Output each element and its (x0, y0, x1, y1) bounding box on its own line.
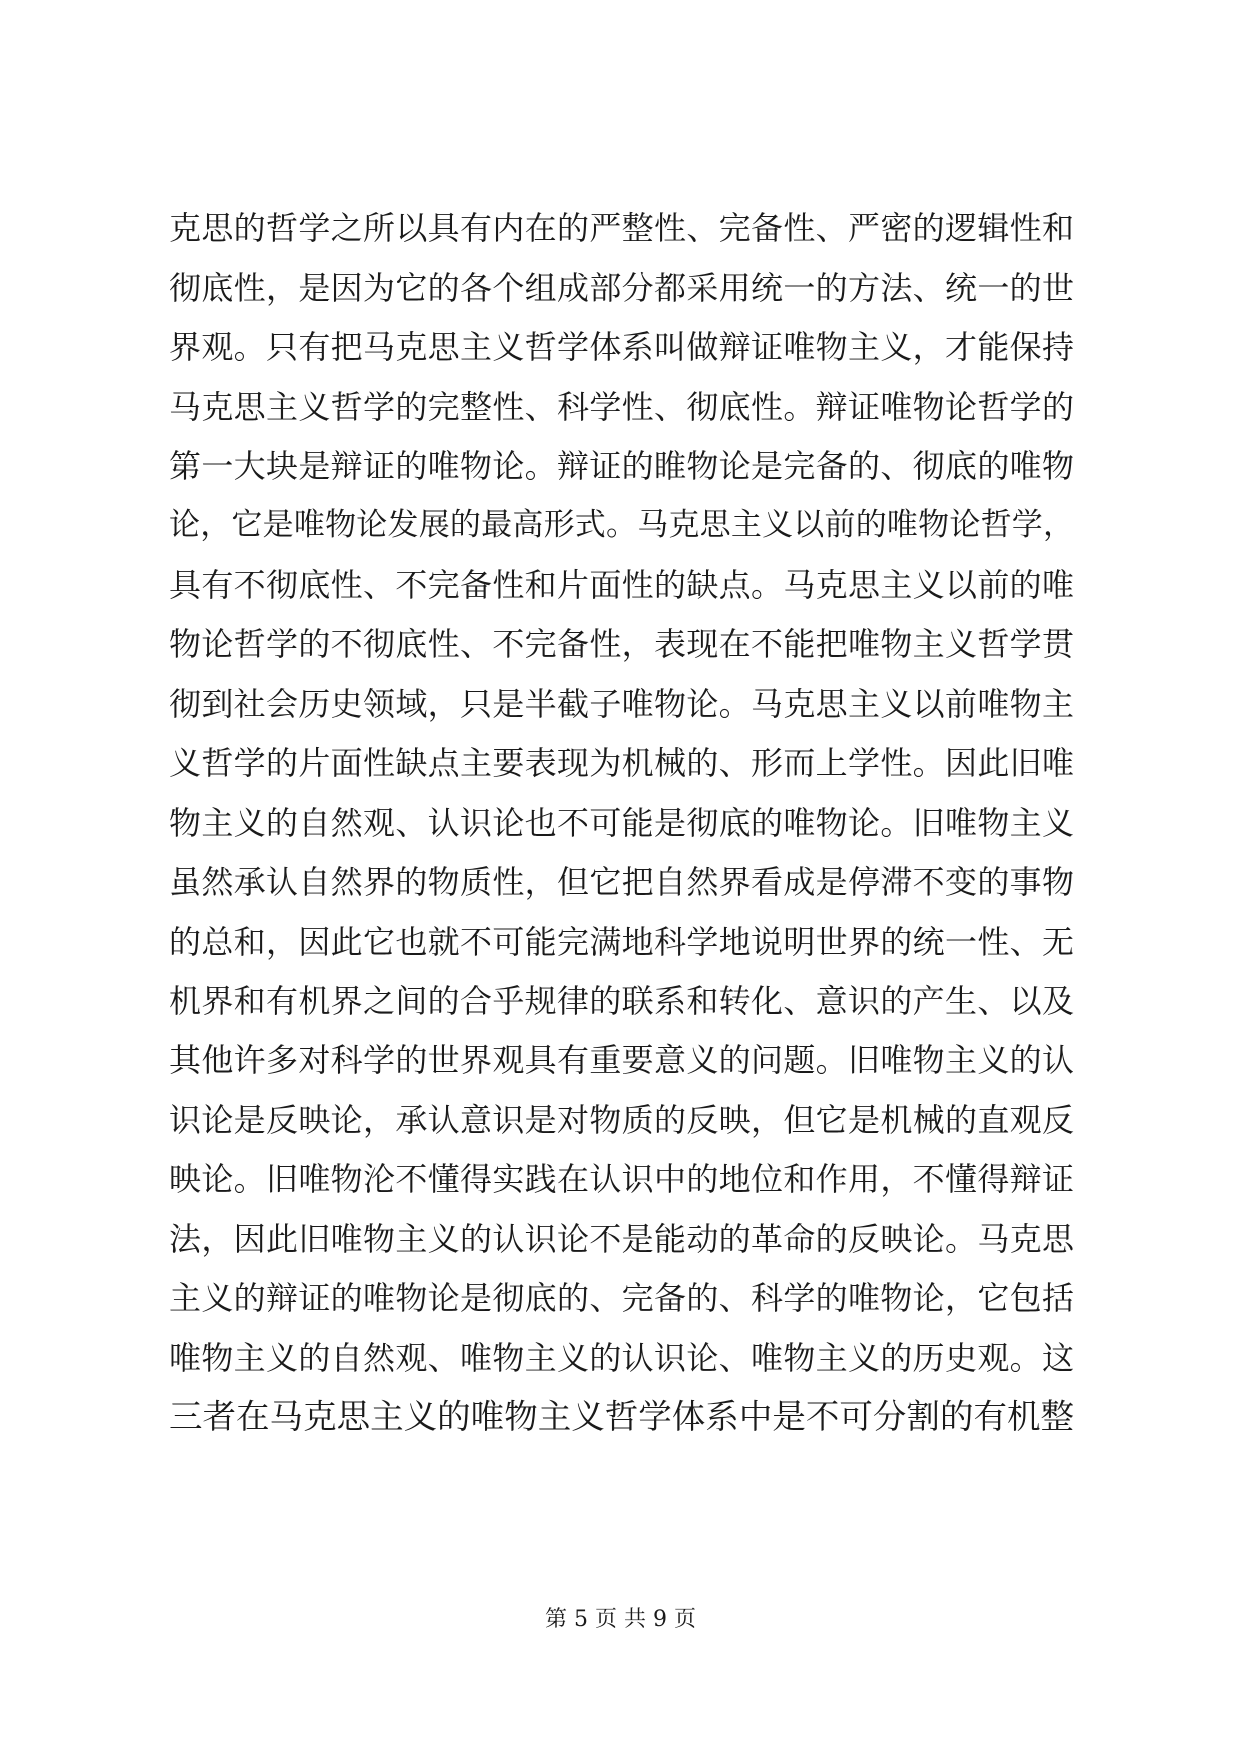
text-line: 义哲学的片面性缺点主要表现为机械的、形而上学性。因此旧唯 (169, 744, 1074, 782)
text-line: 三者在马克思主义的唯物主义哲学体系中是不可分割的有机整 (169, 1397, 1074, 1436)
text-line: 识论是反映论，承认意识是对物质的反映，但它是机械的直观反 (169, 1101, 1074, 1139)
text-line: 马克思主义哲学的完整性、科学性、彻底性。辩证唯物论哲学的 (169, 388, 1074, 426)
text-line: 物论哲学的不彻底性、不完备性，表现在不能把唯物主义哲学贯 (169, 625, 1074, 663)
text-line: 唯物主义的自然观、唯物主义的认识论、唯物主义的历史观。这 (169, 1339, 1074, 1377)
text-line: 物主义的自然观、认识论也不可能是彻底的唯物论。旧唯物主义 (169, 804, 1074, 842)
text-line: 彻到社会历史领域，只是半截子唯物论。马克思主义以前唯物主 (169, 685, 1074, 723)
text-line: 虽然承认自然界的物质性，但它把自然界看成是停滞不变的事物 (169, 863, 1074, 901)
text-line: 克思的哲学之所以具有内在的严整性、完备性、严密的逻辑性和 (169, 209, 1074, 247)
text-line: 主义的辩证的唯物论是彻底的、完备的、科学的唯物论，它包括 (169, 1279, 1074, 1317)
text-line: 的总和，因此它也就不可能完满地科学地说明世界的统一性、无 (169, 923, 1074, 961)
page-number-footer: 第 5 页 共 9 页 (545, 1607, 696, 1632)
text-line: 其他许多对科学的世界观具有重要意义的问题。旧唯物主义的认 (169, 1041, 1074, 1079)
text-line: 法，因此旧唯物主义的认识论不是能动的革命的反映论。马克思 (169, 1220, 1074, 1258)
text-line: 论，它是唯物论发展的最高形式。马克思主义以前的唯物论哲学， (169, 507, 1074, 543)
text-line: 界观。只有把马克思主义哲学体系叫做辩证唯物主义，才能保持 (169, 328, 1074, 366)
text-line: 机界和有机界之间的合乎规律的联系和转化、意识的产生、以及 (169, 982, 1074, 1020)
text-line: 第一大块是辩证的唯物论。辩证的睢物论是完备的、彻底的唯物 (169, 447, 1074, 485)
text-line: 具有不彻底性、不完备性和片面性的缺点。马克思主义以前的唯 (169, 566, 1074, 604)
text-line: 彻底性，是因为它的各个组成部分都采用统一的方法、统一的世 (169, 269, 1074, 307)
text-line: 映论。旧唯物沦不懂得实践在认识中的地位和作用，不懂得辩证 (169, 1160, 1074, 1198)
